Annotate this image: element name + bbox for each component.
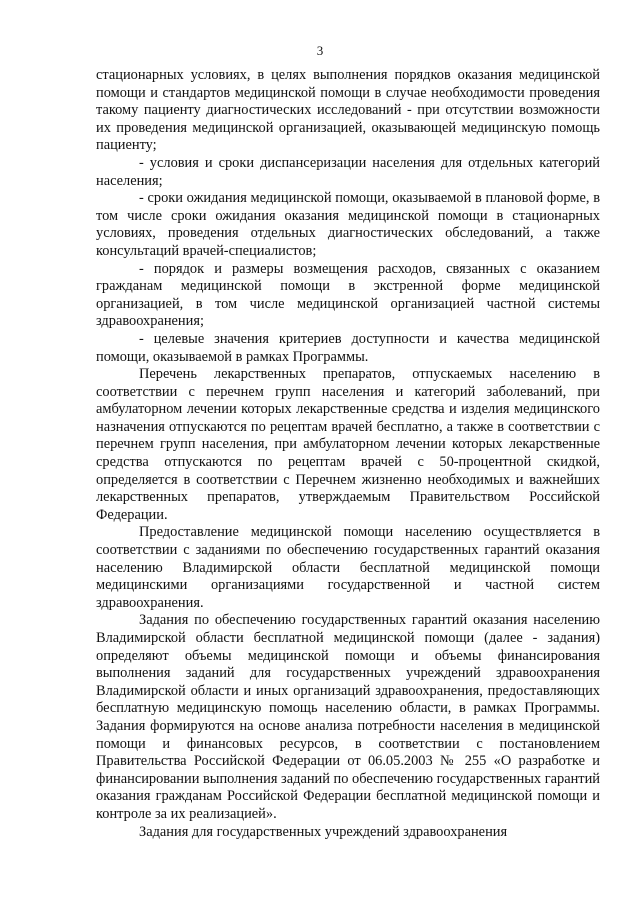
paragraph-quality-criteria: - целевые значения критериев доступности и качества медицинской помощи, оказываемой в рамках Программы. — [96, 330, 600, 365]
page-number: 3 — [316, 43, 324, 58]
paragraph-medicines-list: Перечень лекарственных препаратов, отпускаемых населению в соответствии с перечнем групп населения и категорий заболеваний, при амбулаторном лечении которых лекарственные средства и изделия медицинского назначения отпускаются по рецептам врачей бесплатно, а также в соответствии с перечнем групп населения, при амбулаторном лечении которых лекарственные средства отпускаются по рецептам врачей с 50-процентной скидкой, определяется в соответствии с Перечнем жизненно необходимых и важнейших лекарственных препаратов, утверждаемым Правительством Российской Федерации. — [96, 366, 600, 523]
paragraph-reimbursement: - порядок и размеры возмещения расходов, связанных с оказанием гражданам медицинской помощи в экстренной форме медицинской организацией, в том числе медицинской организацией частной системы здравоохранения; — [96, 260, 600, 330]
paragraph-waiting-times: - сроки ожидания медицинской помощи, оказываемой в плановой форме, в том числе сроки ожидания оказания медицинской помощи в стационарных условиях, проведения отдельных диагностических обследований, а также консультаций врачей-специалистов; — [96, 190, 600, 259]
paragraph-provision: Предоставление медицинской помощи населению осуществляется в соответствии с заданиями по обеспечению государственных гарантий оказания населению Владимирской области бесплатной медицинской помощи медицинскими организациями государственной и частной систем здравоохранения. — [96, 524, 600, 611]
paragraph-assignments-institutions: Задания для государственных учреждений здравоохранения — [139, 823, 508, 840]
paragraph-continuation: стационарных условиях, в целях выполнения порядков оказания медицинской помощи и стандартов медицинской помощи в случае необходимости проведения такому пациенту диагностических исследований - при отсутствии возможности их проведения медицинской организацией, оказывающей медицинскую помощь пациенту; — [96, 67, 600, 154]
paragraph-dispensarization: - условия и сроки диспансеризации населения для отдельных категорий населения; — [96, 154, 600, 189]
document-body — [96, 67, 600, 841]
paragraph-assignments: Задания по обеспечению государственных гарантий оказания населению Владимирской области бесплатной медицинской помощи (далее - задания) определяют объемы медицинской помощи и объемы финансирования выполнения заданий для государственных учреждений здравоохранения Владимирской области и иных организаций здравоохранения, предоставляющих бесплатную медицинскую помощь населению области, в рамках Программы. Задания формируются на основе анализа потребности населения в медицинской помощи и финансовых ресурсов, в соответствии с постановлением Правительства Российской Федерации от 06.05.2003 № 255 «О разработке и финансировании выполнения заданий по обеспечению государственных гарантий оказания гражданам Российской Федерации бесплатной медицинской помощи и контроле за их реализацией». — [96, 612, 600, 822]
